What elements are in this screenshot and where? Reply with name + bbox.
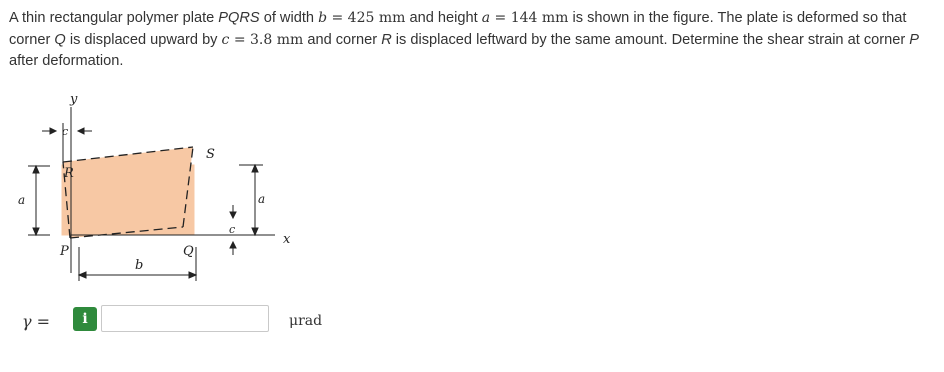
problem-statement: A thin rectangular polymer plate PQRS of width b = 425 mm and height a = 144 mm is shown in the figure. The plate is deformed so that corner Q is displaced upward by c = 3.8 mm and corner R is displaced leftward by the same amount. Determine the shear strain at corner P after deformation.	[9, 10, 919, 69]
gamma-label: γ =	[22, 312, 51, 331]
corner-p-label: P	[60, 244, 69, 259]
c-top-label: c	[62, 125, 69, 138]
info-icon[interactable]: i	[73, 307, 97, 331]
a-left-dimension	[28, 166, 50, 235]
corner-q-label: Q	[183, 244, 194, 259]
deformation-figure	[0, 85, 310, 285]
answer-input[interactable]	[101, 305, 269, 332]
x-axis-label: x	[283, 232, 291, 247]
answer-row	[0, 300, 944, 340]
plate-deformed	[63, 147, 193, 238]
y-axis-label: y	[70, 92, 78, 107]
corner-r-label: R	[64, 166, 74, 181]
b-label: b	[135, 258, 144, 273]
unit-label: μrad	[289, 313, 323, 329]
a-left-label: a	[18, 193, 26, 207]
a-right-label: a	[258, 192, 266, 206]
plate-name: PQRS	[218, 10, 260, 26]
corner-s-label: S	[206, 147, 215, 162]
c-right-label: c	[229, 223, 236, 236]
